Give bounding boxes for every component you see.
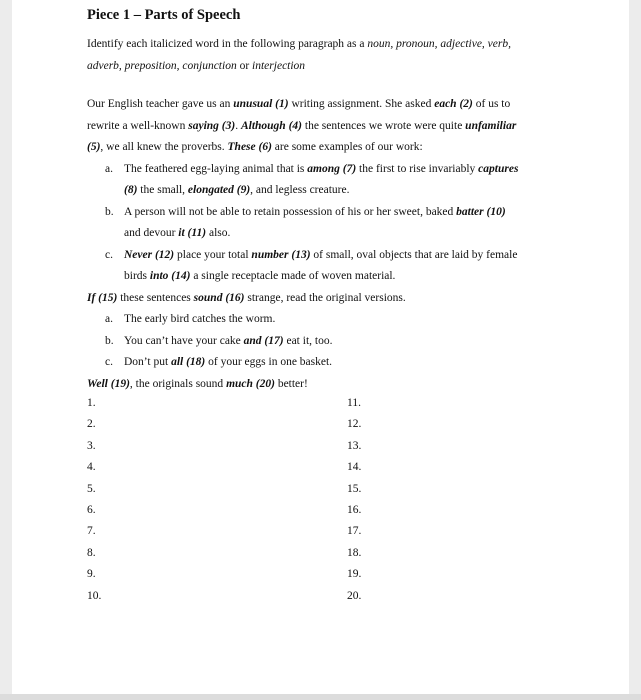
target-word: each (2) [434,98,473,110]
instructions-text: Identify each italicized word in the following paragraph as a [87,38,368,50]
target-word: into (14) [149,270,191,282]
target-word: Never (12) [124,248,175,261]
paragraph-text: better! [274,377,308,390]
target-word: (8) [124,184,138,196]
target-word: and (17) [243,334,284,347]
item-label: a. [105,162,113,175]
instructions-list: adverb, preposition, conjunction [87,59,237,72]
target-word: sound (16) [193,291,245,304]
answer-row [87,440,567,461]
paragraph-text: the first to rise invariably [356,162,479,175]
original-item [87,352,559,374]
paragraph-text: . [235,119,241,132]
paragraph-text: the sentences we wrote were quite [302,119,466,132]
paragraph-text: place your total [174,248,252,261]
instructions-list: noun, pronoun, adjective, verb, [367,38,511,50]
item-label: b. [105,334,114,347]
target-word: unfamiliar [465,119,517,132]
paragraph-text: also. [206,227,231,239]
paragraph-text: The feathered egg-laying animal that is [124,162,308,175]
answer-row [87,568,567,589]
answer-number: 14. [347,461,362,474]
target-word: If (15) [87,291,118,304]
answer-number: 19. [347,568,362,581]
answer-row [87,590,567,611]
paragraph-text: the small, [137,184,188,196]
answer-number: 13. [347,439,362,452]
answer-number: 4. [87,461,96,474]
answer-number: 17. [347,525,362,538]
target-word: it (11) [178,227,207,239]
answer-number: 20. [347,589,362,602]
original-item [87,331,559,353]
target-word: saying (3) [188,119,236,132]
example-item [87,159,559,181]
answer-row [87,461,567,482]
paragraph-text: a single receptacle made of woven material. [190,270,396,282]
paragraph-text: and devour [124,227,179,239]
answer-row [87,397,567,418]
target-word: Although (4) [240,119,302,132]
paragraph-text: eat it, too. [283,334,333,347]
target-word: much (20) [226,377,275,390]
target-word: batter (10) [456,205,506,218]
answer-number: 6. [87,504,96,516]
target-word: all (18) [171,356,206,368]
answer-number: 10. [87,589,102,602]
instructions-list: interjection [252,59,306,72]
answer-row [87,483,567,504]
paragraph-text: Our English teacher gave us an [87,98,234,110]
paragraph-text: Don’t put [124,356,172,368]
exercise-paragraph [87,94,559,395]
paragraph-text: , and legless creature. [250,184,350,196]
target-word: number (13) [251,248,311,261]
paragraph-text: of your eggs in one basket. [205,356,333,368]
paragraph-text: birds [124,270,150,282]
example-item [87,202,559,224]
paragraph-text: strange, read the original versions. [244,291,406,304]
page-title: Piece 1 – Parts of Speech [87,7,241,23]
paragraph-text: The early bird catches the worm. [124,313,276,325]
answer-row [87,504,567,525]
item-label: c. [105,356,113,368]
page-bottom-edge [0,694,641,700]
target-word: These (6) [227,141,272,153]
paragraph-text: A person will not be able to retain possession of his or her sweet, baked [124,205,457,218]
answer-number: 7. [87,525,96,538]
target-word: elongated (9) [187,184,251,196]
answer-number: 11. [347,397,361,409]
paragraph-text: You can’t have your cake [124,334,244,347]
target-word: Well (19) [87,377,130,390]
answer-number: 9. [87,568,96,581]
answer-row [87,418,567,439]
paragraph-text: of small, oval objects that are laid by female [310,248,518,261]
item-label: c. [105,248,113,261]
instructions [87,34,557,77]
paragraph-text: , the originals sound [129,377,227,390]
example-item [87,245,559,267]
answer-number: 8. [87,546,96,559]
answer-number: 5. [87,482,96,495]
answer-number: 2. [87,418,96,431]
target-word: (5) [87,141,101,153]
instructions-text: or [236,59,253,72]
original-item [87,309,559,331]
paragraph-text: are some examples of our work: [271,141,423,153]
target-word: unusual (1) [233,98,289,110]
answer-number: 16. [347,504,362,516]
answer-number: 12. [347,418,362,431]
item-label: b. [105,205,114,218]
target-word: captures [478,162,519,175]
target-word: among (7) [307,162,357,175]
item-label: a. [105,313,113,325]
document-page [12,0,629,694]
paragraph-text: writing assignment. She asked [288,98,435,110]
answer-row [87,547,567,568]
answer-number: 3. [87,439,96,452]
answer-number: 15. [347,482,362,495]
paragraph-text: , we all knew the proverbs. [100,141,228,153]
answer-number: 1. [87,397,96,409]
paragraph-text: these sentences [117,291,194,304]
paragraph-text: of us to [472,98,511,110]
answer-row [87,525,567,546]
answer-number: 18. [347,546,362,559]
paragraph-text: rewrite a well-known [87,119,189,132]
